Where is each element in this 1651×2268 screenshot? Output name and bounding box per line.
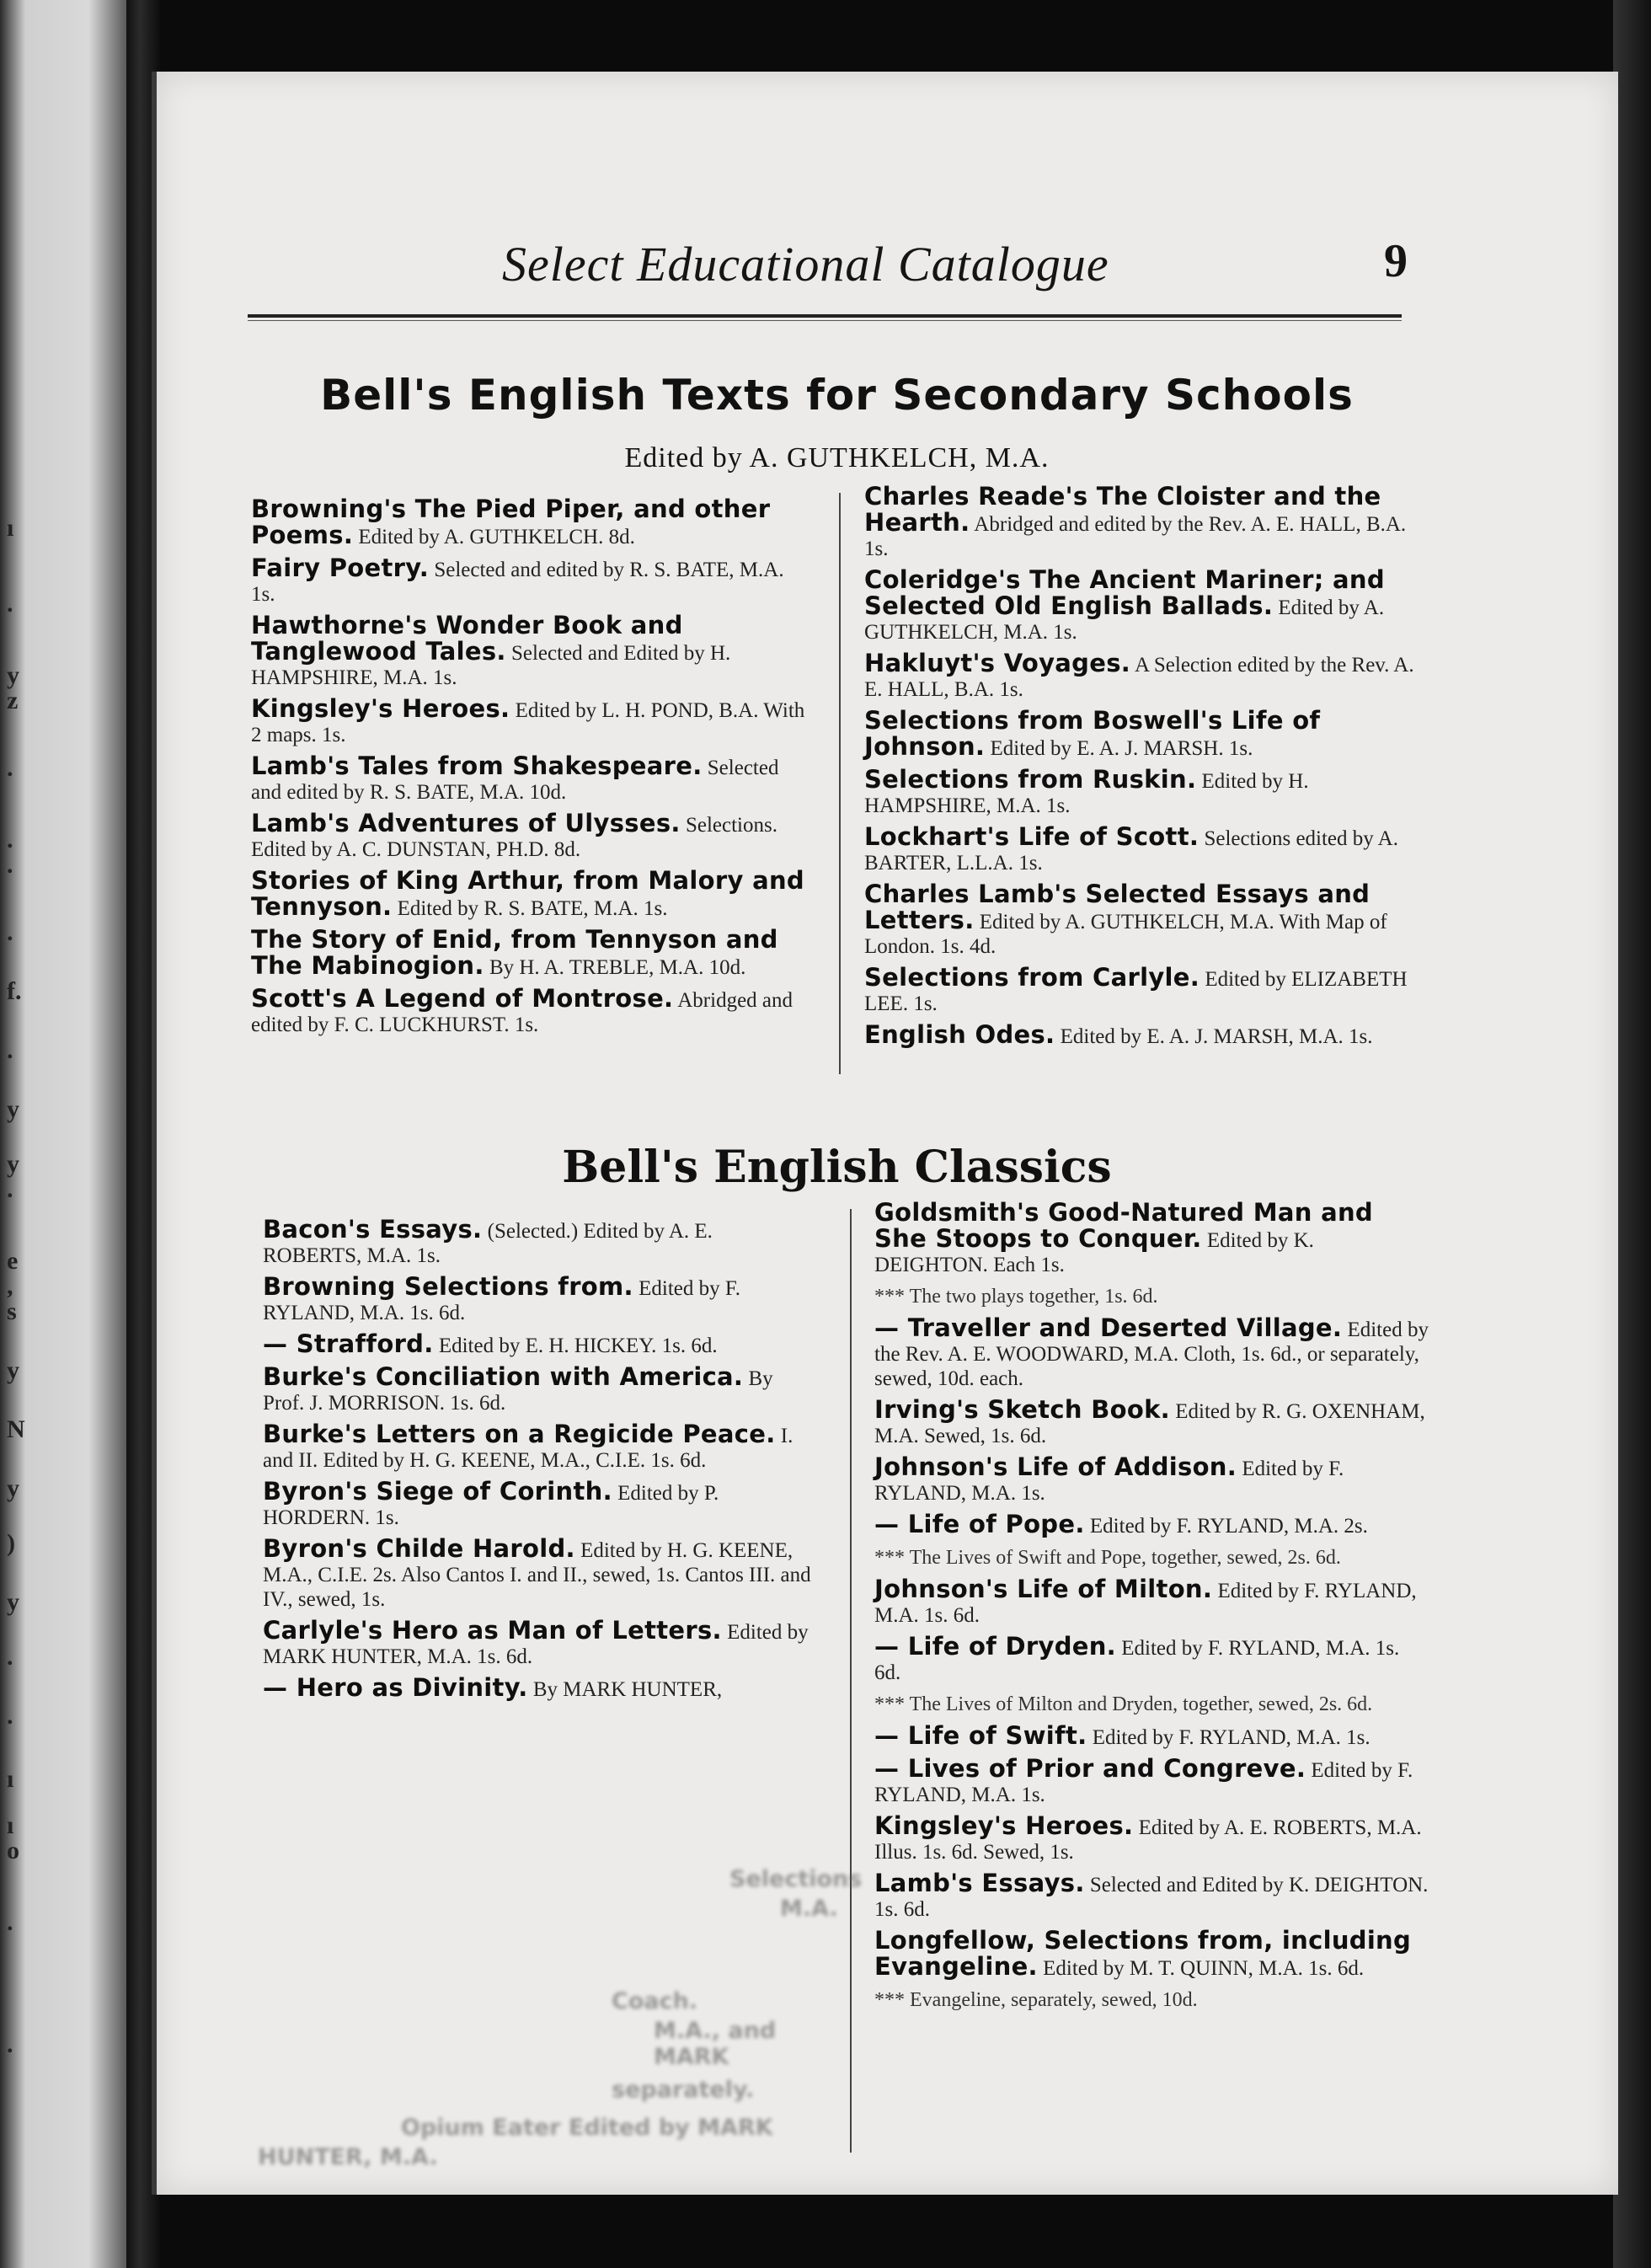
adjacent-page-fragment: . [7, 1036, 13, 1064]
entry-title: Kingsley's Heroes. [874, 1811, 1134, 1840]
entry-description: Abridged and edited by F. C. LUCKHURST. 1s. [251, 989, 793, 1036]
entry-title: Selections from Ruskin. [864, 765, 1197, 794]
catalogue-entry [251, 811, 807, 862]
entry-title: Irving's Sketch Book. [874, 1395, 1170, 1424]
adjacent-page-fragment: . [7, 826, 13, 853]
entry-title: Hakluyt's Voyages. [864, 649, 1131, 677]
entry-title: — Life of Swift. [874, 1721, 1087, 1750]
entry-description: Edited by R. S. BATE, M.A. 1s. [392, 897, 668, 920]
adjacent-page-fragment: y [7, 1356, 19, 1384]
adjacent-page-fragment: e [7, 1247, 19, 1275]
catalogue-entry [864, 651, 1420, 702]
adjacent-page-fragment: . [7, 2030, 13, 2058]
running-title: Select Educational Catalogue [502, 237, 1109, 292]
entry-description: Edited by F. RYLAND, M.A. 1s. 6d. [874, 1580, 1417, 1627]
catalogue-entry [251, 984, 807, 1037]
adjacent-page-fragment: . [7, 1643, 13, 1671]
smudged-text: separately. [612, 2077, 755, 2103]
catalogue-entry [874, 1313, 1430, 1391]
adjacent-page-fragment: y [7, 661, 19, 689]
entry-title: English Odes. [864, 1020, 1055, 1049]
catalogue-entry [263, 1362, 815, 1415]
entry-title: Lamb's Adventures of Ulysses. [251, 809, 681, 837]
catalogue-entry [263, 1272, 815, 1325]
entry-description: Edited by A. GUTHKELCH, M.A. With Map of London. 1s. 4d. [864, 911, 1387, 958]
catalogue-entry [864, 1020, 1420, 1049]
entry-title: Longfellow, Selections from, including Evangeline. [874, 1926, 1412, 1981]
adjacent-page-fragment: f. [7, 977, 22, 1005]
header-rule-thin [248, 320, 1402, 321]
catalogue-entry [263, 1618, 815, 1669]
adjacent-page-fragment: N [7, 1415, 25, 1443]
entry-title: — Hero as Divinity. [263, 1673, 528, 1702]
entry-description: Edited by K. DEIGHTON. Each 1s. [874, 1229, 1314, 1276]
entry-title: Burke's Letters on a Regicide Peace. [263, 1420, 776, 1448]
entry-note: *** The Lives of Swift and Pope, together, sewed, 2s. 6d. [874, 1547, 1341, 1569]
adjacent-page-fragment: y [7, 1474, 19, 1502]
entry-title: — Lives of Prior and Congreve. [874, 1754, 1306, 1783]
entry-description: Selected and edited by R. S. BATE, M.A. 1s. [251, 559, 784, 606]
section1-left-column [251, 497, 807, 1044]
adjacent-page-fragment: y [7, 1588, 19, 1616]
entry-description: (Selected.) Edited by A. E. ROBERTS, M.A. 1s. [263, 1220, 713, 1267]
entry-title: Byron's Siege of Corinth. [263, 1477, 612, 1506]
entry-description: Edited by F. RYLAND, M.A. 1s. [874, 1759, 1413, 1806]
entry-description: By MARK HUNTER, [527, 1678, 723, 1701]
entry-title: — Life of Pope. [874, 1510, 1085, 1538]
catalogue-entry [874, 1512, 1430, 1538]
entry-description: By H. A. TREBLE, M.A. 10d. [484, 956, 746, 979]
entry-title: Hawthorne's Wonder Book and Tanglewood Tales. [251, 611, 683, 666]
entry-title: Charles Lamb's Selected Essays and Letters. [864, 880, 1370, 934]
entry-description: Edited by E. A. J. MARSH. 1s. [985, 737, 1253, 760]
smudged-text: Coach. [612, 1988, 698, 2014]
smudged-text: M.A. [780, 1896, 838, 1922]
catalogue-entry [864, 706, 1420, 761]
catalogue-entry [263, 1217, 815, 1268]
catalogue-entry [874, 1395, 1430, 1448]
entry-title: — Traveller and Deserted Village. [874, 1313, 1343, 1342]
catalogue-entry [874, 1721, 1430, 1750]
entry-title: Johnson's Life of Milton. [874, 1575, 1213, 1603]
entry-title: Coleridge's The Ancient Mariner; and Selected Old English Ballads. [864, 565, 1385, 620]
catalogue-entry [874, 1692, 1430, 1717]
smudged-text: Selections [729, 1866, 863, 1892]
catalogue-entry [874, 1987, 1430, 2013]
entry-title: Bacon's Essays. [263, 1215, 483, 1244]
catalogue-entry [874, 1198, 1430, 1277]
adjacent-page-fragment: s [7, 1297, 17, 1325]
entry-description: I. and II. Edited by H. G. KEENE, M.A., C.I.E. 1s. 6d. [263, 1425, 793, 1472]
entry-title: Johnson's Life of Addison. [874, 1452, 1237, 1481]
entry-description: Edited by F. RYLAND, M.A. 1s. 6d. [263, 1277, 741, 1324]
adjacent-page-fragment: . [7, 1908, 13, 1936]
entry-description: Edited by H. HAMPSHIRE, M.A. 1s. [864, 770, 1309, 817]
entry-description: Edited by A. GUTHKELCH, M.A. 1s. [864, 596, 1385, 644]
catalogue-entry [874, 1577, 1430, 1628]
smudged-text: HUNTER, M.A. [258, 2144, 438, 2170]
entry-description: A Selection edited by the Rev. A. E. HALL, B.A. 1s. [864, 654, 1414, 701]
entry-title: Fairy Poetry. [251, 554, 430, 582]
section-title-secondary-schools: Bell's English Texts for Secondary Schools [320, 371, 1354, 420]
entry-title: Browning Selections from. [263, 1272, 633, 1301]
entry-description: Edited by F. RYLAND, M.A. 2s. [1084, 1515, 1368, 1538]
entry-title: Lamb's Essays. [874, 1869, 1085, 1897]
catalogue-entry [263, 1534, 815, 1612]
adjacent-page-strip [0, 0, 126, 2268]
entry-title: Selections from Boswell's Life of Johnson. [864, 706, 1321, 761]
entry-description: Edited by E. A. J. MARSH, M.A. 1s. [1055, 1025, 1373, 1048]
entry-title: Lamb's Tales from Shakespeare. [251, 752, 703, 780]
entry-title: Goldsmith's Good-Natured Man and She Stoops to Conquer. [874, 1198, 1373, 1253]
entry-description: Edited by R. G. OXENHAM, M.A. Sewed, 1s. 6d. [874, 1400, 1425, 1447]
catalogue-entry [874, 1928, 1430, 1981]
entry-description: Edited by ELIZABETH LEE. 1s. [864, 968, 1408, 1015]
catalogue-entry [263, 1479, 815, 1530]
entry-title: Browning's The Pied Piper, and other Poems. [251, 495, 771, 549]
adjacent-page-fragment: . [7, 851, 13, 879]
section2-left-column [263, 1217, 815, 1709]
catalogue-entry [263, 1329, 815, 1358]
adjacent-page-fragment: , [7, 1272, 13, 1300]
adjacent-page-fragment: . [7, 918, 13, 946]
entry-description: Selected and Edited by K. DEIGHTON. 1s. 6d. [874, 1874, 1429, 1921]
catalogue-entry [874, 1811, 1430, 1864]
entry-description: Edited by F. RYLAND, M.A. 1s. [874, 1458, 1344, 1505]
adjacent-page-fragment: ı [7, 1765, 14, 1793]
adjacent-page-fragment: ) [7, 1529, 15, 1557]
page-header [249, 236, 1408, 303]
catalogue-entry [864, 822, 1420, 875]
smudged-text: Opium Eater Edited by MARK [401, 2115, 773, 2141]
catalogue-entry [864, 765, 1420, 818]
catalogue-entry [864, 882, 1420, 959]
adjacent-page-fragment: o [7, 1837, 19, 1864]
catalogue-entry [864, 565, 1420, 645]
adjacent-page-fragment: ı [7, 514, 14, 542]
adjacent-page-fragment: . [7, 590, 13, 618]
section-editor-line: Edited by A. GUTHKELCH, M.A. [624, 442, 1050, 473]
entry-title: Scott's A Legend of Montrose. [251, 984, 674, 1013]
entry-description: Edited by MARK HUNTER, M.A. 1s. 6d. [263, 1621, 809, 1668]
adjacent-page-fragment: y [7, 1095, 19, 1123]
entry-note: *** The Lives of Milton and Dryden, together, sewed, 2s. 6d. [874, 1693, 1373, 1715]
entry-description: Selections. Edited by A. C. DUNSTAN, PH.D. 8d. [251, 814, 777, 861]
catalogue-entry [251, 556, 807, 607]
entry-title: Selections from Carlyle. [864, 963, 1200, 992]
entry-description: Edited by L. H. POND, B.A. With 2 maps. 1s. [251, 699, 805, 746]
entry-title: Kingsley's Heroes. [251, 694, 510, 723]
entry-note: *** Evangeline, separately, sewed, 10d. [874, 1989, 1198, 2011]
catalogue-entry [251, 925, 807, 980]
entry-description: Selections edited by A. BARTER, L.L.A. 1s. [864, 827, 1398, 875]
adjacent-page-fragment: . [7, 1175, 13, 1203]
catalogue-entry [263, 1673, 815, 1702]
catalogue-entry [874, 1871, 1430, 1922]
catalogue-entry [251, 613, 807, 690]
entry-description: By Prof. J. MORRISON. 1s. 6d. [263, 1367, 773, 1415]
entry-title: Stories of King Arthur, from Malory and Tennyson. [251, 866, 804, 921]
catalogue-entry [874, 1284, 1430, 1309]
entry-description: Edited by the Rev. A. E. WOODWARD, M.A. Cloth, 1s. 6d., or separately, sewed, 10d. each. [874, 1319, 1429, 1390]
entry-description: Edited by A. GUTHKELCH. 8d. [353, 526, 635, 548]
entry-description: Edited by H. G. KEENE, M.A., C.I.E. 2s. Also Cantos I. and II., sewed, 1s. Cantos III. and IV., sewed, 1s. [263, 1539, 811, 1611]
header-rule [248, 314, 1402, 318]
catalogue-entry [251, 694, 807, 747]
entry-title: Charles Reade's The Cloister and the Hearth. [864, 482, 1381, 537]
adjacent-page-fragment: y [7, 1150, 19, 1178]
page-edge [1613, 0, 1651, 2268]
adjacent-page-fragment: . [7, 1702, 13, 1730]
entry-title: Burke's Conciliation with America. [263, 1362, 744, 1391]
entry-description: Edited by A. E. ROBERTS, M.A. Illus. 1s. 6d. Sewed, 1s. [874, 1816, 1422, 1864]
page-number: 9 [1384, 235, 1408, 287]
entry-description: Edited by F. RYLAND, M.A. 1s. [1087, 1726, 1370, 1749]
section-title-english-classics: Bell's English Classics [562, 1142, 1112, 1193]
entry-description: Edited by F. RYLAND, M.A. 1s. 6d. [874, 1637, 1400, 1684]
entry-description: Abridged and edited by the Rev. A. E. HALL, B.A. 1s. [864, 513, 1407, 560]
entry-description: Edited by P. HORDERN. 1s. [263, 1482, 719, 1529]
catalogue-entry [874, 1754, 1430, 1807]
catalogue-entry [251, 754, 807, 805]
smudged-text: M.A., and MARK [654, 2018, 777, 2070]
catalogue-entry [251, 866, 807, 921]
entry-note: *** The two plays together, 1s. 6d. [874, 1286, 1158, 1308]
entry-description: Selected and edited by R. S. BATE, M.A. 10d. [251, 757, 779, 804]
catalogue-entry [864, 963, 1420, 1016]
column-divider [839, 493, 841, 1074]
column-divider [850, 1209, 852, 2153]
section1-right-column [864, 484, 1420, 1056]
entry-title: — Life of Dryden. [874, 1632, 1117, 1661]
catalogue-entry [251, 497, 807, 549]
smudged-text-area [258, 1824, 863, 2178]
entry-title: Lockhart's Life of Scott. [864, 822, 1200, 851]
entry-title: The Story of Enid, from Tennyson and The Mabinogion. [251, 925, 778, 980]
adjacent-page-fragment: . [7, 754, 13, 782]
entry-description: Edited by M. T. QUINN, M.A. 1s. 6d. [1037, 1957, 1365, 1980]
entry-title: — Strafford. [263, 1329, 434, 1358]
catalogue-entry [874, 1452, 1430, 1506]
catalogue-entry [263, 1422, 815, 1473]
entry-description: Selected and Edited by H. HAMPSHIRE, M.A. 1s. [251, 642, 731, 689]
entry-title: Carlyle's Hero as Man of Letters. [263, 1616, 722, 1645]
catalogue-entry [864, 484, 1420, 561]
catalogue-entry [874, 1634, 1430, 1685]
catalogue-page [152, 72, 1618, 2195]
catalogue-entry [874, 1545, 1430, 1570]
section2-right-column [874, 1198, 1430, 2019]
entry-title: Byron's Childe Harold. [263, 1534, 575, 1563]
entry-description: Edited by E. H. HICKEY. 1s. 6d. [433, 1335, 718, 1357]
adjacent-page-fragment: z [7, 687, 19, 714]
adjacent-page-fragment: ı [7, 1811, 14, 1839]
